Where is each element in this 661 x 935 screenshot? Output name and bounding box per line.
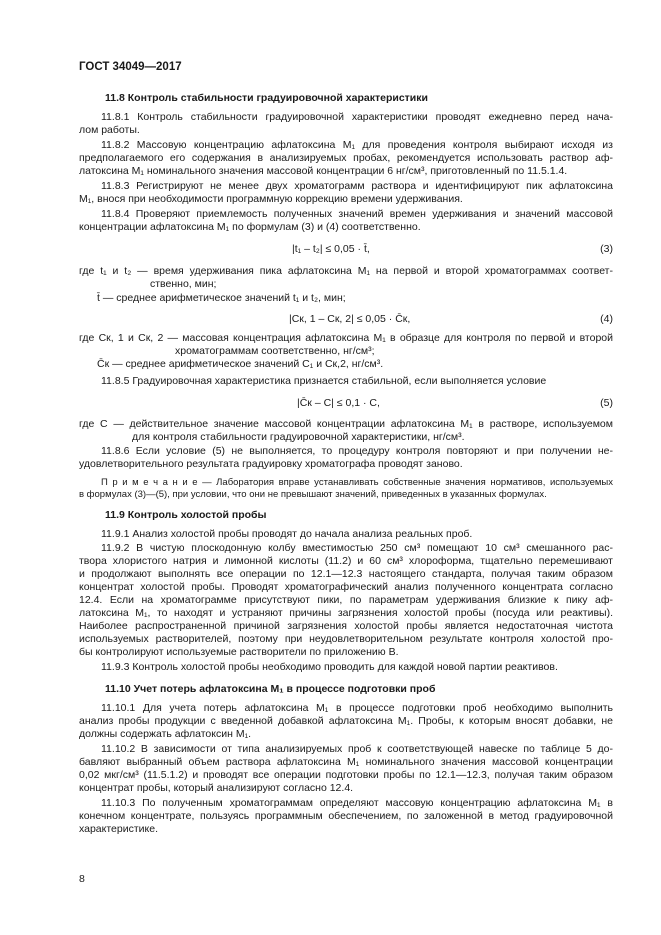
paragraph-line: 11.10.1 Для учета потерь афлатоксина M₁ в процессе подготовки проб необходимо выполнить (101, 702, 613, 714)
paragraph-line: бы контролируют используемые растворители по приложению В. (79, 646, 399, 658)
paragraph-line: должны содержать афлатоксин M₁. (79, 728, 252, 740)
definition-line: где t₁ и t₂ — время удерживания пика афлатоксина M₁ на первой и второй хроматограммах соответ- (79, 265, 613, 277)
document-header: ГОСТ 34049—2017 (79, 61, 182, 73)
paragraph-line: 11.8.3 Регистрируют не менее двух хроматограмм раствора и идентифицируют пик афлатоксина (101, 180, 613, 192)
paragraph-line: 11.8.5 Градуировочная характеристика признается стабильной, если выполняется условие (101, 375, 547, 387)
definition-line: где Cк, 1 и Cк, 2 — массовая концентрация афлатоксина M₁ в образце для контроля по первой и второй (79, 332, 613, 344)
paragraph-line: 11.10.2 В зависимости от типа анализируемых проб к соответствующей навеске по таблице 5 до- (101, 743, 613, 755)
definition-line: хроматограммам соответственно, нг/см³; (175, 345, 375, 357)
definition-line: где C — действительное значение массовой концентрации афлатоксина M₁ в растворе, используемом (79, 418, 613, 430)
paragraph-line: используемых растворителей, поэтому при неудовлетворительном результате контроля холостой про- (79, 633, 613, 645)
definition-line: t̄ — среднее арифметическое значений t₁ и t₂, мин; (97, 292, 346, 304)
paragraph-line: анализ пробы продукции с введенной добавкой афлатоксина M₁. Пробы, к которым вносят добавки, не (79, 715, 613, 727)
paragraph-line: M₁, внося при необходимости программную коррекцию времени удерживания. (79, 193, 463, 205)
paragraph-line: предполагаемого его содержания в анализируемых пробах, рекомендуется использовать раствор аф- (79, 152, 613, 164)
formula-5: |C̄к – C| ≤ 0,1 · C, (297, 397, 380, 409)
definition-line: C̄к — среднее арифметическое значений C₁ и Cк,2, нг/см³. (97, 358, 384, 370)
note-line: в формулах (3)—(5), при условии, что они не превышают значений, приведенных в указанных формулах. (79, 489, 547, 500)
paragraph-line: 11.8.4 Проверяют приемлемость полученных значений времен удерживания и значений массовой (101, 208, 613, 220)
paragraph-line: 11.9.2 В чистую плоскодонную колбу вместимостью 250 см³ помещают 10 см³ смешанного рас- (101, 542, 613, 554)
formula-4: |Cк, 1 – Cк, 2| ≤ 0,05 · C̄к, (289, 313, 411, 325)
paragraph-line: характеристике. (79, 823, 158, 835)
formula-number-4: (4) (600, 313, 613, 325)
note-line: П р и м е ч а н и е — Лаборатория вправе устанавливать собственные значения нормативов, используемых (101, 477, 613, 488)
formula-number-3: (3) (600, 243, 613, 255)
section-heading-11-10: 11.10 Учет потерь афлатоксина M₁ в процессе подготовки проб (105, 683, 436, 695)
paragraph-line: концентрации афлатоксина M₁ по формулам (3) и (4) соответственно. (79, 221, 421, 233)
section-heading-11-9: 11.9 Контроль холостой пробы (105, 509, 267, 521)
paragraph-line: 11.9.3 Контроль холостой пробы необходимо проводить для каждой новой партии реактивов. (101, 661, 558, 673)
paragraph-line: концентрат холостой пробы. Проводят хроматографический анализ полученного концентрата согласно (79, 581, 613, 593)
paragraph-line: 11.10.3 По полученным хроматограммам определяют массовую концентрацию афлатоксина M₁ в (101, 797, 613, 809)
paragraph-line: 11.8.1 Контроль стабильности градуировочной характеристики проводят ежедневно перед нача- (101, 111, 613, 123)
page-number: 8 (79, 873, 85, 885)
paragraph-line: лом работы. (79, 124, 140, 136)
section-heading-11-8: 11.8 Контроль стабильности градуировочной характеристики (105, 92, 428, 104)
paragraph-line: латоксина M₁, то находят и устраняют причины загрязнения холостой пробы (посуда или реактивы). (79, 607, 613, 619)
paragraph-line: 11.8.6 Если условие (5) не выполняется, то процедуру контроля повторяют и при получении не- (101, 445, 613, 457)
paragraph-line: 11.9.1 Анализ холостой пробы проводят до начала анализа реальных проб. (101, 528, 473, 540)
paragraph-line: 0,02 мкг/см³ (11.5.1.2) и проводят все операции подготовки пробы по 12.1—12.3, получая таким образом (79, 769, 613, 781)
paragraph-line: 11.8.2 Массовую концентрацию афлатоксина M₁ для проведения контроля выбирают исходя из (101, 139, 613, 151)
paragraph-line: латоксина M₁ номинального значения массовой концентрации 6 нг/см³, приготовленный по 11.5.1.4. (79, 165, 568, 177)
paragraph-line: конечном концентрате, пользуясь программным обеспечением, по заложенной в метод градуировочной (79, 810, 613, 822)
paragraph-line: твора хлористого натрия и лимонной кислоты (11.2) и 60 см³ хлороформа, тщательно перемешивают (79, 555, 613, 567)
formula-3: |t₁ – t₂| ≤ 0,05 · t̄, (292, 243, 370, 255)
paragraph-line: Наиболее распространенной причиной загрязнения холостой пробы является недостаточная чистота (79, 620, 613, 632)
formula-number-5: (5) (600, 397, 613, 409)
paragraph-line: и продолжают выполнять все операции по 12.1—12.3 настоящего стандарта, получая таким образом (79, 568, 613, 580)
paragraph-line: 12.4. Если на хроматограмме присутствуют пики, по параметрам удерживания близкие к пику аф- (79, 594, 613, 606)
definition-line: для контроля стабильности градуировочной характеристики, нг/см³. (132, 431, 465, 443)
paragraph-line: бавляют выбранный объем раствора афлатоксина M₁ номинального значения массовой концентрации (79, 756, 613, 768)
paragraph-line: концентрат пробы, который анализируют согласно 12.4. (79, 782, 354, 794)
paragraph-line: удовлетворительного результата градуировку хроматографа проводят заново. (79, 458, 463, 470)
definition-line: ственно, мин; (150, 278, 217, 290)
